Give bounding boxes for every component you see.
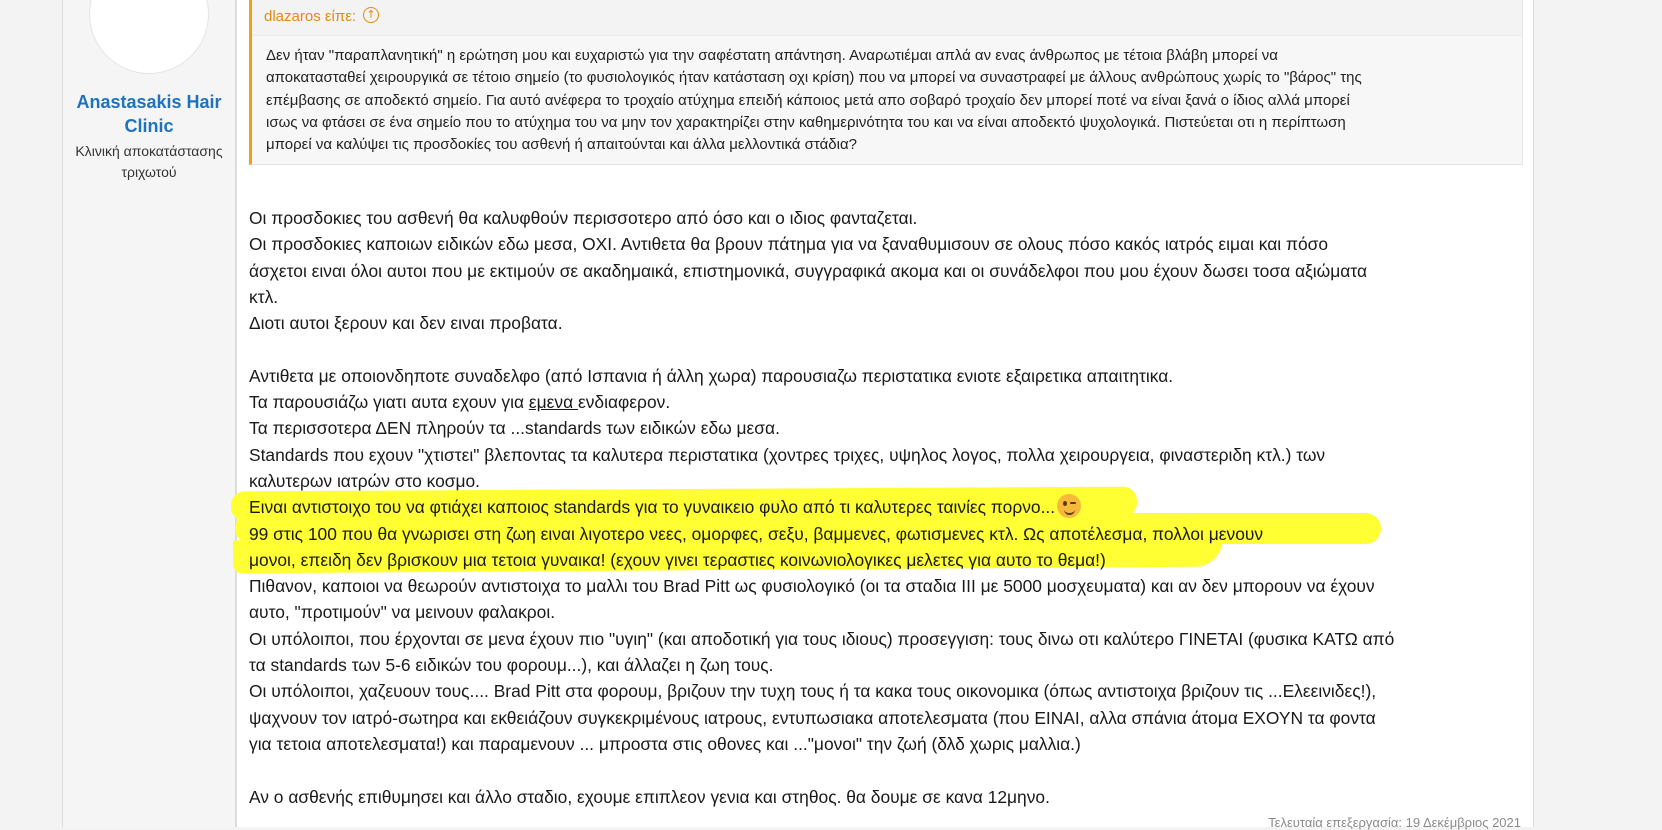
wink-emoji-icon bbox=[1057, 494, 1081, 518]
user-info-panel bbox=[62, 0, 236, 827]
body-line: Οι υπόλοιποι, χαζευουν τους.... Brad Pitt στα φορουμ, βριζουν την τυχη τους ή τα κακα τους οικονομικα (όπως αντιστοιχα βριζουν τις ...Ελεεινιδες!), bbox=[249, 681, 1377, 702]
user-name-link[interactable]: Anastasakis Hair Clinic bbox=[76, 92, 222, 136]
post-content bbox=[236, 0, 1534, 830]
quote-line: επέμβασης σε αποδεκτό σημείο. Για αυτό ανέφερα το τροχαίο ατύχημα επειδή κάποιος μετά απο σοβαρό τροχαίο δεν μπορεί ποτέ να είναι ξανά ο ίδιος αλλά μπορεί bbox=[266, 91, 1350, 109]
body-text: ενδιαφερον. bbox=[577, 392, 671, 413]
quote-header bbox=[252, 0, 1522, 36]
blank-line bbox=[249, 757, 1529, 783]
quote-text bbox=[266, 45, 1514, 156]
body-line: κτλ. bbox=[249, 286, 279, 307]
quote-line: μπορεί να καλύψει τις προσδοκίες του ασθενή ή απαιτούνται και άλλα μελλοντικά στάδια? bbox=[266, 136, 857, 154]
body-text: Τα παρουσιάζω γιατι αυτα εχουν για bbox=[249, 392, 529, 413]
quote-author-link[interactable]: dlazaros είπε: bbox=[264, 8, 357, 25]
body-line: καλυτερων ιατρών στο κοσμο. bbox=[249, 470, 481, 491]
body-line bbox=[249, 389, 1529, 415]
user-title: Κλινική αποκατάστασης τριχωτού bbox=[75, 143, 223, 180]
body-line: 99 στις 100 που θα γνωρισει στη ζωη ειναι λιγοτερο νεες, ομορφες, σεξυ, βαμμενες, φωτισμενες κτλ. Ως αποτέλεσμα, πολλοι μενουν bbox=[249, 523, 1264, 544]
body-line: Οι προσδοκιες του ασθενή θα καλυφθούν περισσοτερο από όσο και ο ιδιος φανταζεται. bbox=[249, 208, 918, 228]
body-line: για τετοια αποτελεσματα!) και παραμενουν ... μπροστα στις οθονες και ..."μονοι" την ζωή (δλδ χωρις μαλλια.) bbox=[249, 733, 1081, 754]
body-line: Αντιθετα με οποιονδηποτε συναδελφο (από Ισπανια ή άλλη χωρα) παρουσιαζω περιστατικα ενιοτε εξαιρετικα απαιτητικα. bbox=[249, 365, 1174, 386]
body-line bbox=[249, 494, 1529, 520]
blank-line bbox=[249, 336, 1529, 362]
circle-arrow-up-icon[interactable]: ↑ bbox=[363, 7, 379, 23]
quote-line: Δεν ήταν "παραπλανητική" η ερώτηση μου και ευχαριστώ για την σαφέστατη απάντηση. Αναρωτιέμαι απλά αν ενας άνθρωπος με τέτοια βλάβη μπορεί να bbox=[266, 47, 1278, 64]
body-line: τα standards των 5-6 ειδικών του φορουμ...), και άλλαζει η ζωη τους. bbox=[249, 655, 774, 676]
body-line: Αν ο ασθενής επιθυμησει και άλλο σταδιο, εχουμε επιπλεον γενια και στηθος. θα δουμε σε κανα 12μηνο. bbox=[249, 786, 1050, 807]
body-line: Οι υπόλοιποι, που έρχονται σε μενα έχουν πιο "υγιη" (και αποδοτική για τους ιδιους) προσεγγιση: τους δινω οτι καλύτερο ΓΙΝΕΤΑΙ (φυσικα ΚΑΤΩ από bbox=[249, 628, 1395, 649]
body-line: Διοτι αυτοι ξερουν και δεν ειναι προβατα. bbox=[249, 313, 563, 334]
body-line: Standards που εχουν "χτιστει" βλεποντας τα καλυτερα περιστατικα (χοντρες τριχες, υψηλος λογος, πολλα χειρουργεια, φιναστεριδη κτλ.) των bbox=[249, 444, 1326, 465]
body-line: αυτο, "προτιμούν" να μεινουν φαλακροι. bbox=[249, 602, 556, 623]
avatar[interactable] bbox=[89, 0, 209, 74]
underlined-text: εμενα bbox=[528, 392, 578, 413]
body-line: μονοι, επειδη δεν βρισκουν μια τετοια γυναικα! (εχουν γινει τεραστιες κοινωνιολογικες μελετες για αυτο το θεμα!) bbox=[249, 549, 1106, 570]
body-line: ψαχνουν τον ιατρό-σωτηρα και εκθειάζουν συγκεκριμένους ιατρους, εντυπωσιακα αποτελεσματα (που ΕΙΝΑΙ, αλλα σπάνια άτομα ΕΧΟΥΝ τα φοντα bbox=[249, 707, 1376, 728]
quote-line: ισως να φτάσει σε ένα σημείο που το ατύχημα του να μην τον χαρακτηρίζει στην καθημερινότητα του και να είναι αποδεκτό ψυχολογικά. Πιστεύεται οτι η περίπτωση bbox=[266, 113, 1346, 131]
quote-line: αποκατασταθεί χειρουργικά σε τέτοιο σημείο (το φυσιολογικός ήταν κατάσταση οχι κρίση) που να μπορεί να συναστραφεί με άλλους ανθρώπους χωρίς το "βάρος" της bbox=[266, 69, 1362, 87]
body-line: άσχετοι ειναι όλοι αυτοι που με εκτιμούν σε ακαδημαικά, επιστημονικά, συγγραφικά ακομα και οι συνάδελφοι που μου έχουν δωσει τοσα αξιώματα bbox=[249, 260, 1367, 281]
post-body bbox=[249, 205, 1529, 810]
body-text: Ειναι αντιστοιχο του να φτιάχει καποιος standards για το γυναικειο φυλο από τι καλυτερες ταινίες πορνο... bbox=[249, 497, 1056, 518]
body-line: Πιθανον, καποιοι να θεωρούν αντιστοιχα το μαλλι του Brad Pitt ως φυσιολογικό (οι τα σταδια ΙΙΙ με 5000 μοσχευματα) και αν δεν μπορουν να έχουν bbox=[249, 576, 1375, 597]
last-edited-label: Τελευταία επεξεργασία: 19 Δεκέμβριος 2021 bbox=[1268, 815, 1521, 830]
body-line: Οι προσδοκιες καποιων ειδικών εδω μεσα, ΟΧΙ. Αντιθετα θα βρουν πάτημα για να ξαναθυμισουν σε ολους πόσο κακός ιατρός ειμαι και πόσο bbox=[249, 234, 1329, 255]
quote-block bbox=[249, 0, 1523, 165]
body-line: Τα περισσοτερα ΔΕΝ πληρούν τα ...standards των ειδικών εδω μεσα. bbox=[249, 418, 780, 439]
